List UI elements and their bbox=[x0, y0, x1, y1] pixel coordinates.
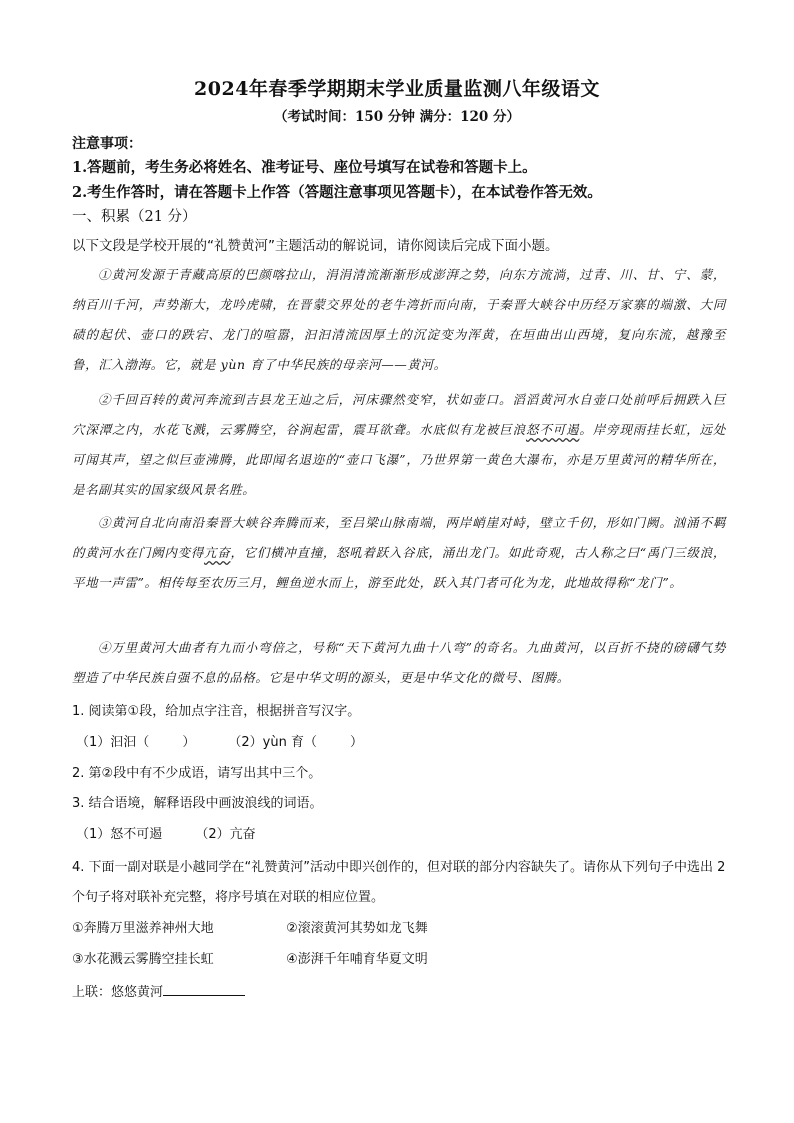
option-2: ②滚滚黄河其势如龙飞舞 bbox=[286, 921, 428, 936]
question-3: 3. 结合语境，解释语段中画波浪线的词语。 bbox=[72, 796, 323, 811]
question-3-subitems: （1）怒不可遏 （2）亢奋 bbox=[76, 827, 256, 842]
question-1: 1. 阅读第①段，给加点字注音，根据拼音写汉字。 bbox=[72, 704, 361, 719]
passage-paragraph-1: ①黄河发源于青藏高原的巴颜喀拉山，涓涓清流渐渐形成澎湃之势，向东方流淌，过青、川、甘、宁、蒙，纳百川千河，声势渐大，龙吟虎啸，在晋蒙交界处的老牛湾折而向南，于秦晋大峡谷中历经万家寨的端激、大同碛的起伏、壶口的跌宕、龙门的喧嚣，汩汩清流因厚土的沉淀变为浑黄，在垣曲出山西境，复向东流，越豫至鲁，汇入渤海。它，就是 yùn 育了中华民族的母亲河——黄河。 bbox=[72, 267, 726, 372]
option-1: ①奔腾万里滋养神州大地 bbox=[72, 921, 214, 936]
wavy-underlined-term-2: 亢奋 bbox=[204, 545, 231, 560]
option-4: ④澎湃千年哺育华夏文明 bbox=[286, 952, 428, 967]
passage-paragraph-3 bbox=[72, 508, 726, 598]
passage-paragraph-2 bbox=[72, 385, 726, 505]
paragraph-2-text-before: ②千回百转的黄河奔流到吉县龙王辿之后，河床骤然变窄，状如壶口。滔滔黄河水自壶口处前呼后拥跌入巨穴深潭之内，水花飞溅，云雾腾空，谷涧起雷，震耳欲聋。水底似有龙被巨浪 bbox=[72, 392, 726, 437]
question-2: 2. 第②段中有不少成语，请写出其中三个。 bbox=[72, 766, 322, 781]
question-1-subitems: （1）汩汩（ ） （2）yùn 育（ ） bbox=[76, 735, 364, 750]
couplet-options bbox=[72, 913, 496, 975]
options-row-1 bbox=[72, 913, 496, 944]
note-item-2: 2.考生作答时，请在答题卡上作答（答题注意事项见答题卡），在本试卷作答无效。 bbox=[72, 184, 602, 201]
option-3: ③水花溅云雾腾空挂长虹 bbox=[72, 952, 214, 967]
upper-couplet-blank[interactable] bbox=[163, 979, 245, 996]
upper-couplet-label: 上联：悠悠黄河 bbox=[72, 985, 164, 1000]
paragraph-3-text-before: ③黄河自北向南沿秦晋大峡谷奔腾而来，至吕梁山脉南端，两岸峭崖对峙，壁立千仞，形如门阙。汹涌不羁的黄河水在门阙内变得 bbox=[72, 515, 726, 560]
passage-paragraph-4: ④万里黄河大曲者有九而小弯倍之，号称“天下黄河九曲十八弯”的奇名。九曲黄河，以百折不挠的磅礴气势塑造了中华民族自强不息的品格。它是中华文明的源头，更是中华文化的微号、图腾。 bbox=[72, 640, 726, 685]
section-title: 一、积累（21 分） bbox=[72, 209, 197, 225]
wavy-underlined-term-1: 怒不可遏 bbox=[525, 422, 580, 437]
section-intro: 以下文段是学校开展的“礼赞黄河”主题活动的解说词，请你阅读后完成下面小题。 bbox=[72, 238, 559, 254]
paragraph-2-text-after: 。岸旁现雨挂长虹，远处可闻其声，望之似巨壶沸腾，此即闻名退迩的“壶口飞瀑”，乃世界第一黄色大瀑布，亦是万里黄河的精华所在，是名副其实的国家级风景名胜。 bbox=[72, 422, 727, 497]
exam-info-subtitle: （考试时间：150 分钟 满分：120 分） bbox=[274, 109, 520, 125]
note-item-1: 1.答题前，考生务必将姓名、准考证号、座位号填写在试卷和答题卡上。 bbox=[72, 159, 537, 176]
question-4: 4. 下面一副对联是小越同学在“礼赞黄河”活动中即兴创作的，但对联的部分内容缺失了。请你从下列句子中选出 2 个句子将对联补充完整，将序号填在对联的相应位置。 bbox=[72, 860, 726, 905]
options-row-2 bbox=[72, 944, 496, 975]
upper-couplet-line bbox=[72, 978, 245, 1008]
notes-heading: 注意事项： bbox=[72, 136, 142, 152]
paragraph-3-text-after: ，它们横冲直撞，怒吼着跃入谷底，涌出龙门。如此奇观，古人称之曰“禹门三级浪，平地一声雷”。相传每至农历三月，鲤鱼逆水而上，游至此处，跃入其门者可化为龙，此地故得称“龙门”。 bbox=[72, 545, 726, 590]
page-title: 2024年春季学期期末学业质量监测八年级语文 bbox=[194, 78, 600, 100]
